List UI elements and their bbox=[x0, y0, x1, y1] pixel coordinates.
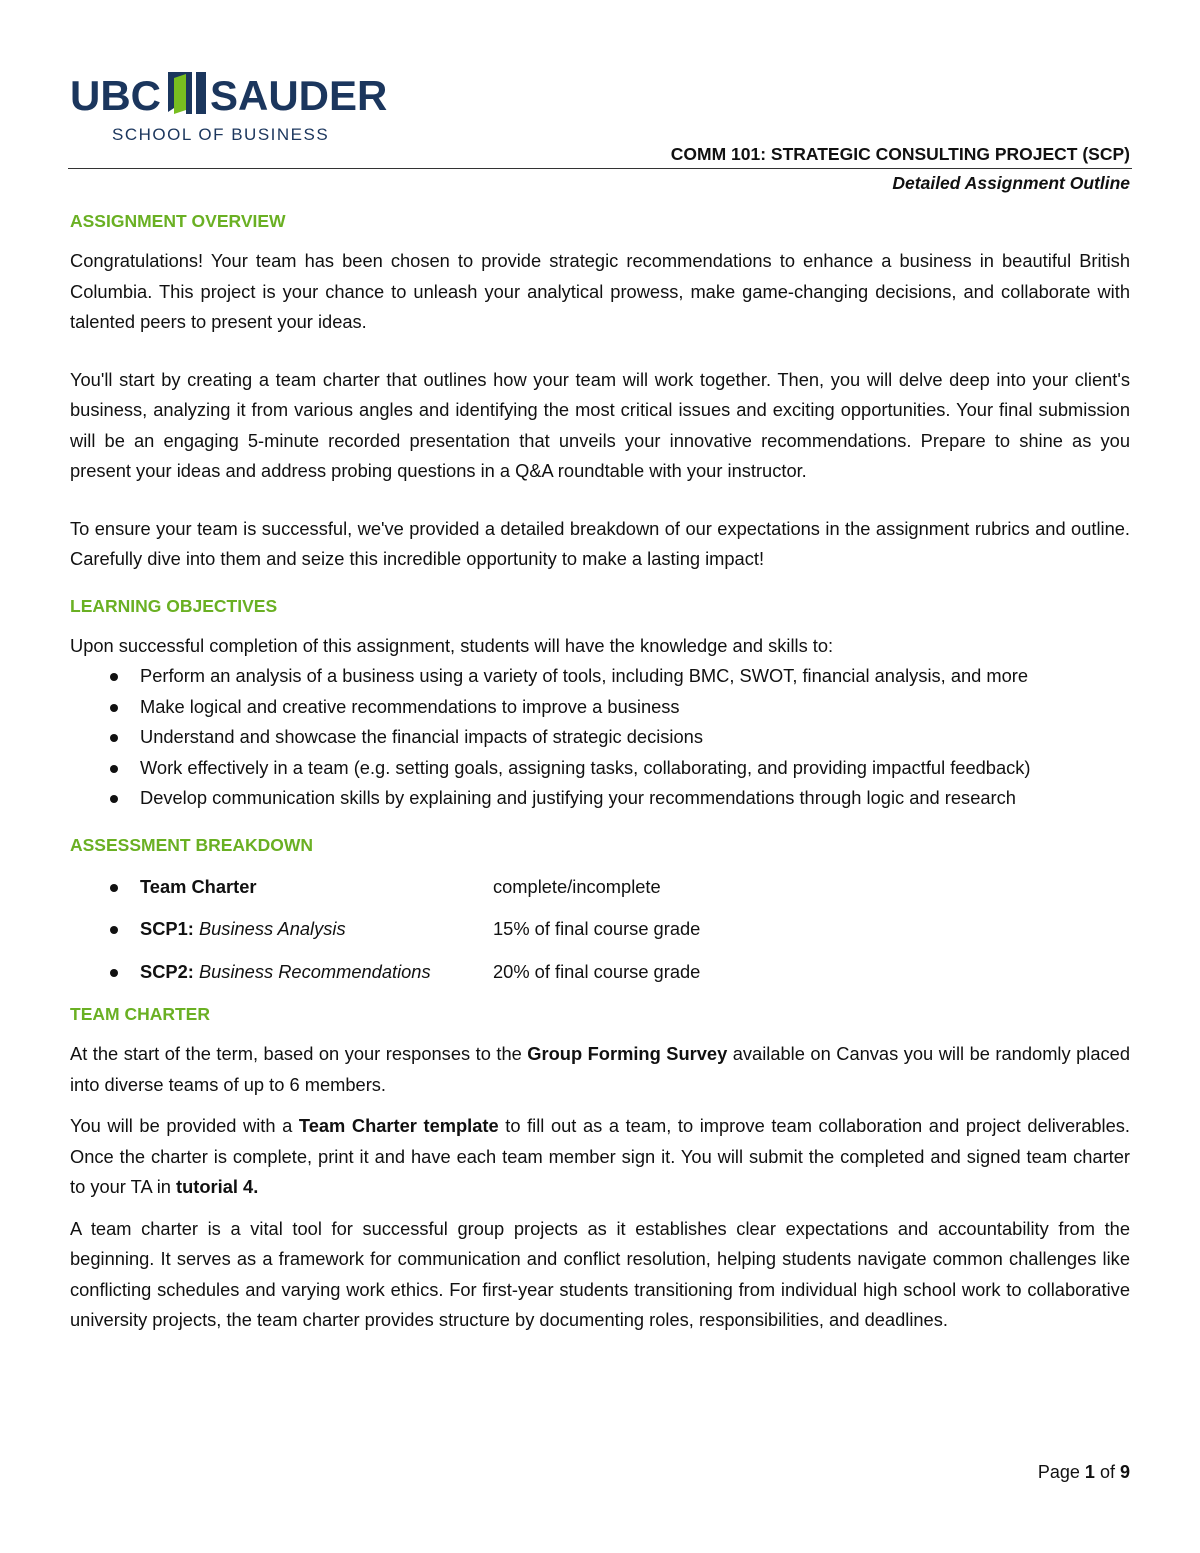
assessment-list bbox=[70, 872, 1130, 1000]
header-rule bbox=[68, 168, 1132, 169]
document-subtitle: Detailed Assignment Outline bbox=[892, 173, 1130, 193]
bullet-icon bbox=[110, 795, 118, 803]
list-item: Perform an analysis of a business using a variety of tools, including BMC, SWOT, financial analysis, and more bbox=[70, 661, 1130, 692]
charter-paragraph-2: You will be provided with a Team Charter template to fill out as a team, to improve team collaboration and project deliverables. Once the charter is complete, print it and have each team member sign it. You will submit the completed and signed team charter to your TA in tutorial 4. bbox=[70, 1115, 1130, 1197]
document-body bbox=[70, 208, 1130, 1336]
bullet-icon bbox=[110, 765, 118, 773]
overview-heading: ASSIGNMENT OVERVIEW bbox=[70, 211, 286, 231]
overview-paragraph-2: You'll start by creating a team charter that outlines how your team will work together. Then, you will delve deep into your client's business, analyzing it from various angles and identifying the most critical issues and exciting opportunities. Your final submission will be an engaging 5-minute recorded presentation that unveils your innovative recommendations. Prepare to shine as you present your ideas and address probing questions in a Q&A roundtable with your instructor. bbox=[70, 368, 1130, 481]
overview-paragraph-1: Congratulations! Your team has been chosen to provide strategic recommendations to enhance a business in beautiful British Columbia. This project is your chance to unleash your analytical prowess, make game-changing decisions, and collaborate with talented peers to present your ideas. bbox=[70, 250, 1130, 332]
list-item: Make logical and creative recommendations to improve a business bbox=[70, 692, 1130, 723]
list-item: Work effectively in a team (e.g. setting goals, assigning tasks, collaborating, and providing impactful feedback) bbox=[70, 753, 1130, 784]
charter-paragraph-1: At the start of the term, based on your responses to the Group Forming Survey available on Canvas you will be randomly placed into diverse teams of up to 6 members. bbox=[70, 1043, 1130, 1095]
bullet-icon bbox=[110, 969, 118, 977]
logo-text-sauder: SAUDER bbox=[210, 72, 388, 119]
list-item: Understand and showcase the financial impacts of strategic decisions bbox=[70, 722, 1130, 753]
bullet-icon bbox=[110, 884, 118, 892]
overview-paragraph-3: To ensure your team is successful, we've provided a detailed breakdown of our expectations in the assignment rubrics and outline. Carefully dive into them and seize this incredible opportunity to make a lasting impact! bbox=[70, 517, 1130, 569]
list-item: SCP1: Business Analysis 15% of final course grade bbox=[70, 914, 1130, 957]
objectives-list bbox=[70, 661, 1130, 814]
course-title: COMM 101: STRATEGIC CONSULTING PROJECT (SCP) bbox=[670, 144, 1130, 164]
bullet-icon bbox=[110, 704, 118, 712]
list-item: SCP2: Business Recommendations 20% of final course grade bbox=[70, 957, 1130, 1000]
ubc-sauder-logo bbox=[70, 70, 400, 145]
list-item: Develop communication skills by explaining and justifying your recommendations through logic and research bbox=[70, 783, 1130, 814]
list-item: Team Charter complete/incomplete bbox=[70, 872, 1130, 915]
logo-door-mark bbox=[168, 72, 206, 114]
objectives-heading: LEARNING OBJECTIVES bbox=[70, 595, 278, 616]
logo-text-school: SCHOOL OF BUSINESS bbox=[112, 125, 330, 144]
page-number: Page 1 of 9 bbox=[1037, 1462, 1130, 1482]
logo-text-ubc: UBC bbox=[70, 72, 161, 119]
bullet-icon bbox=[110, 926, 118, 934]
charter-heading: TEAM CHARTER bbox=[70, 1004, 210, 1024]
bullet-icon bbox=[110, 734, 118, 742]
bullet-icon bbox=[110, 673, 118, 681]
charter-paragraph-3: A team charter is a vital tool for successful group projects as it establishes clear expectations and accountability from the beginning. It serves as a framework for communication and conflict resolution, helping students navigate common challenges like conflicting schedules and varying work ethics. For first-year students transitioning from individual high school work to collaborative university projects, the team charter provides structure by documenting roles, responsibilities, and deadlines. bbox=[70, 1217, 1130, 1330]
assessment-heading: ASSESSMENT BREAKDOWN bbox=[70, 834, 314, 855]
objectives-intro: Upon successful completion of this assignment, students will have the knowledge and skills to: bbox=[70, 634, 834, 656]
